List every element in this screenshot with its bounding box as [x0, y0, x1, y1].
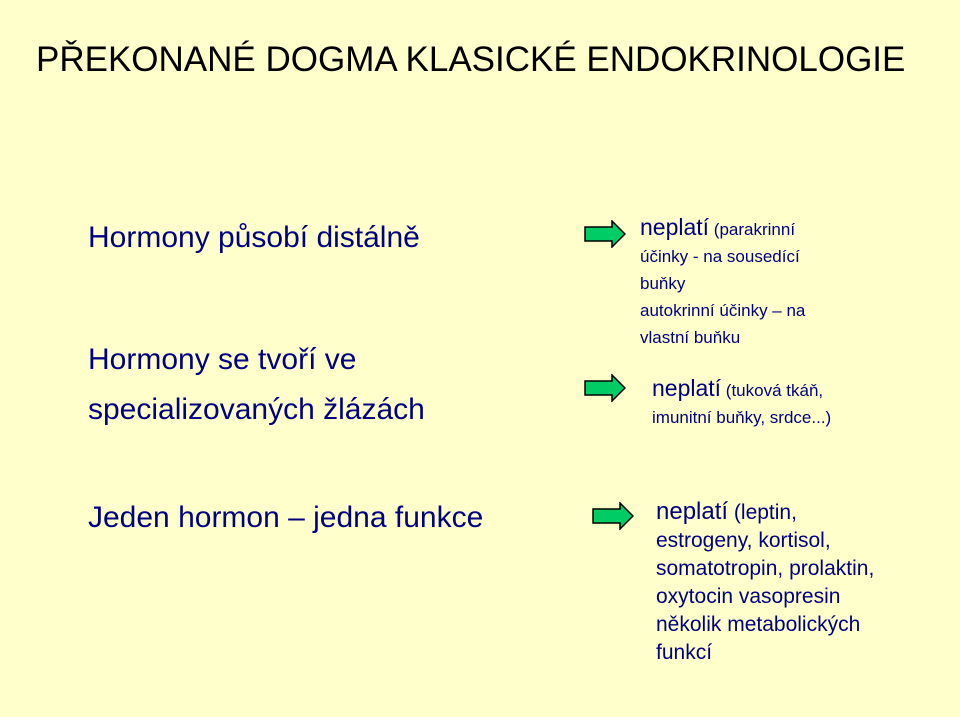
rebuttal-line: vlastní buňku: [640, 328, 741, 347]
rebuttal-line: oxytocin vasopresin: [656, 585, 841, 608]
rebuttal-heading-line: [656, 498, 874, 527]
rebuttal-head: neplatí: [656, 498, 729, 525]
rebuttal-one-hormone-one-function: [656, 498, 874, 667]
slide-title: PŘEKONANÉ DOGMA KLASICKÉ ENDOKRINOLOGIE: [36, 40, 906, 79]
right-arrow-icon: [584, 220, 626, 248]
rebuttal-tail: (tuková tkáň,: [725, 381, 824, 400]
rebuttal-line: somatotropin, prolaktin,: [656, 557, 875, 580]
rebuttal-line: estrogeny, kortisol,: [656, 529, 831, 552]
claim-specialized-glands: [88, 335, 425, 435]
rebuttal-specialized-glands: [652, 375, 831, 431]
rebuttal-line: funkcí: [656, 641, 713, 664]
claim-distal-action: [88, 218, 420, 258]
rebuttal-heading-line: [640, 214, 805, 243]
rebuttal-line: autokrinní účinky – na: [640, 301, 806, 320]
rebuttal-line: buňky: [640, 274, 686, 293]
rebuttal-line: účinky - na sousedící: [640, 247, 800, 266]
claim-line: Hormony se tvoří ve: [88, 343, 357, 376]
claim-line: Hormony působí distálně: [88, 221, 420, 254]
rebuttal-head: neplatí: [652, 375, 722, 401]
rebuttal-line: imunitní buňky, srdce...): [652, 408, 832, 427]
claim-line: Jeden hormon – jedna funkce: [88, 501, 484, 534]
rebuttal-tail: (parakrinní: [713, 220, 796, 239]
right-arrow-icon: [584, 374, 626, 402]
right-arrow-icon: [592, 502, 634, 530]
rebuttal-tail: (leptin,: [733, 501, 797, 524]
claim-one-hormone-one-function: [88, 498, 483, 538]
rebuttal-line: několik metabolických: [656, 613, 861, 636]
rebuttal-heading-line: [652, 375, 831, 404]
claim-line: specializovaných žlázách: [88, 393, 425, 426]
rebuttal-head: neplatí: [640, 214, 710, 240]
rebuttal-distal-action: [640, 214, 805, 351]
